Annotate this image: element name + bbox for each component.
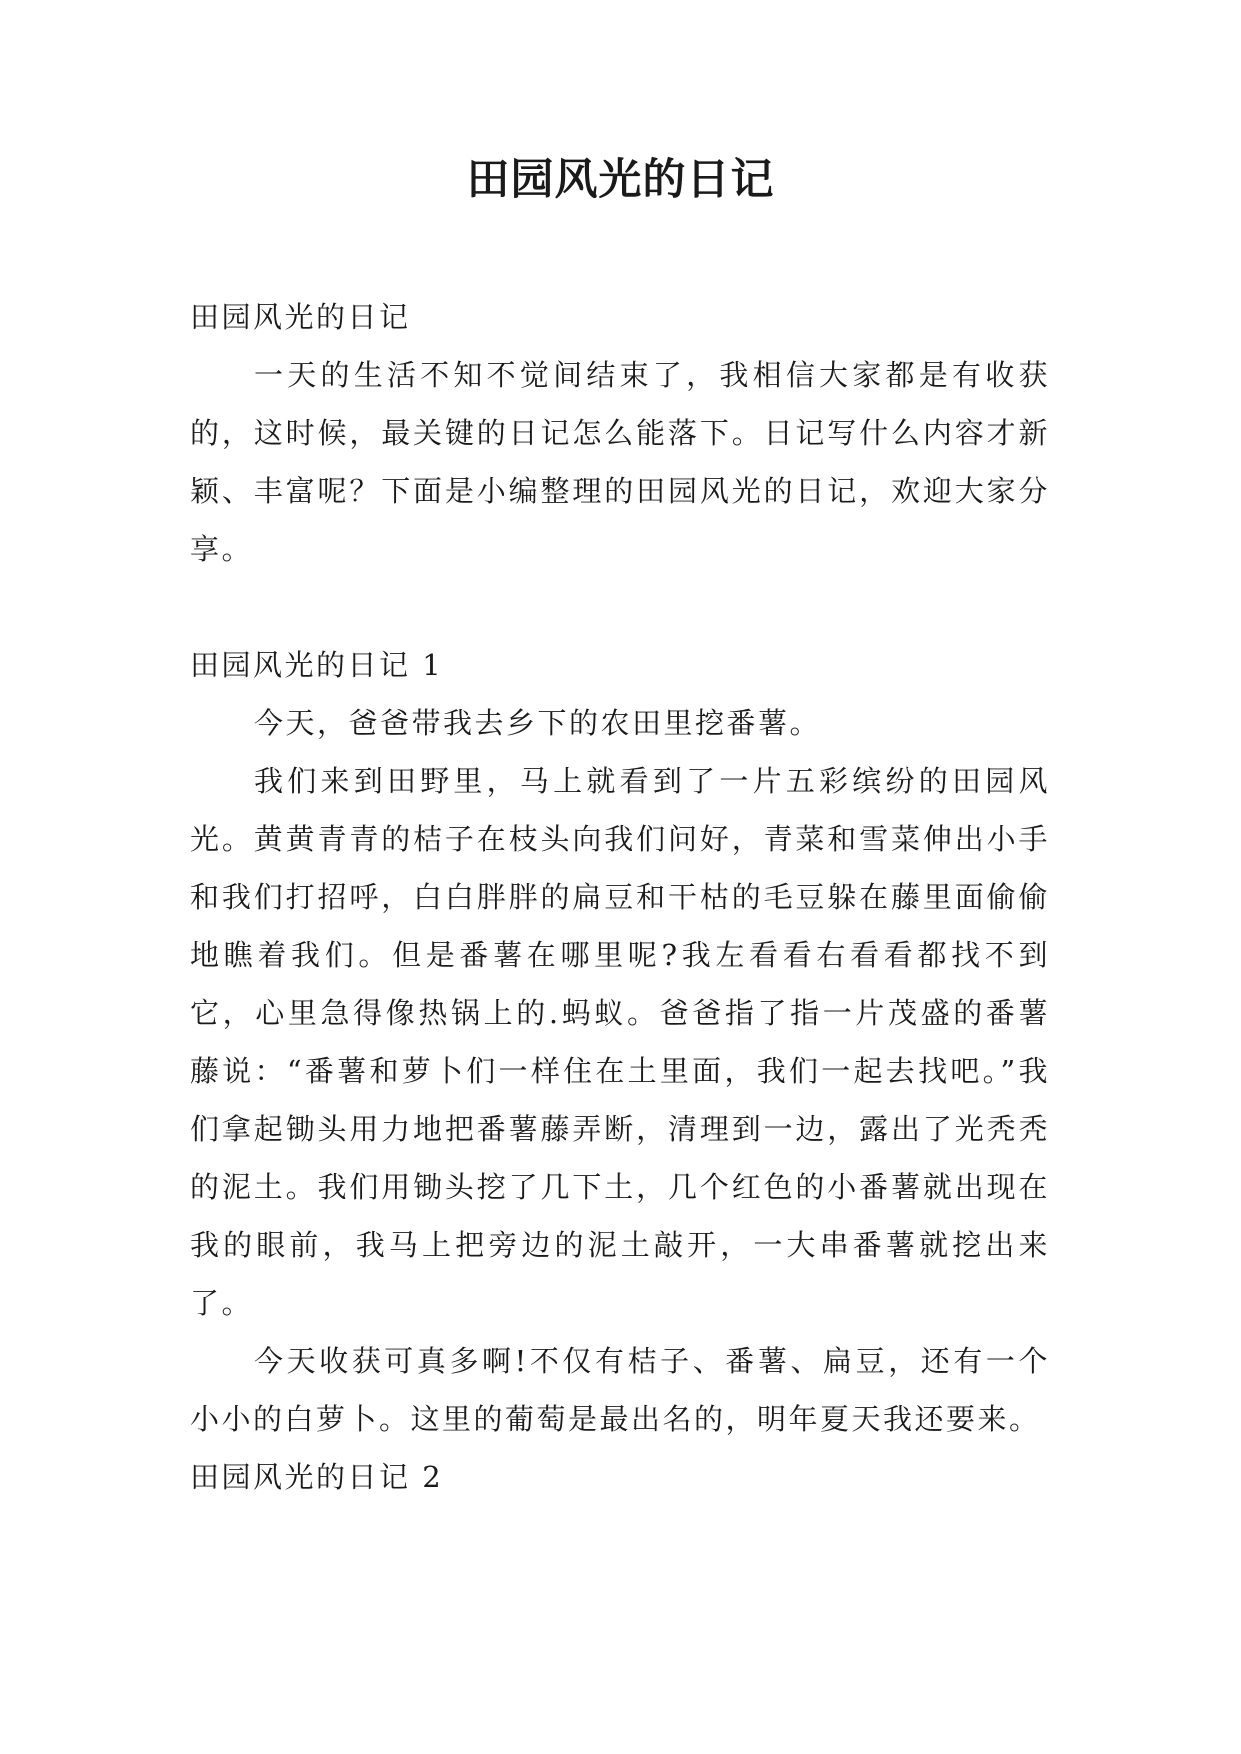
- document-body: [190, 288, 1050, 1506]
- section-1-paragraph-1: 今天，爸爸带我去乡下的农田里挖番薯。: [254, 706, 822, 740]
- section-1-paragraph-3: 今天收获可真多啊!不仅有桔子、番薯、扁豆，还有一个小小的白萝卜。这里的葡萄是最出名的，明年夏天我还要来。: [190, 1344, 1050, 1436]
- section-2-heading: 田园风光的日记 2: [190, 1460, 444, 1494]
- intro-heading: 田园风光的日记: [190, 300, 411, 334]
- section-1-paragraph-2: 我们来到田野里，马上就看到了一片五彩缤纷的田园风光。黄黄青青的桔子在枝头向我们问好，青菜和雪菜伸出小手和我们打招呼，白白胖胖的扁豆和干枯的毛豆躲在藤里面偷偷地瞧着我们。但是番薯在哪里呢?我左看看右看看都找不到它，心里急得像热锅上的.蚂蚁。爸爸指了指一片茂盛的番薯藤说：“番薯和萝卜们一样住在土里面，我们一起去找吧。”我们拿起锄头用力地把番薯藤弄断，清理到一边，露出了光秃秃的泥土。我们用锄头挖了几下土，几个红色的小番薯就出现在我的眼前，我马上把旁边的泥土敲开，一大串番薯就挖出来了。: [190, 764, 1050, 1320]
- section-1-heading: 田园风光的日记 1: [190, 648, 444, 682]
- document-title: 田园风光的日记: [466, 155, 775, 205]
- intro-paragraph: 一天的生活不知不觉间结束了，我相信大家都是有收获的，这时候，最关键的日记怎么能落下。日记写什么内容才新颖、丰富呢？下面是小编整理的田园风光的日记，欢迎大家分享。: [190, 358, 1050, 566]
- section-spacer: [190, 578, 1050, 636]
